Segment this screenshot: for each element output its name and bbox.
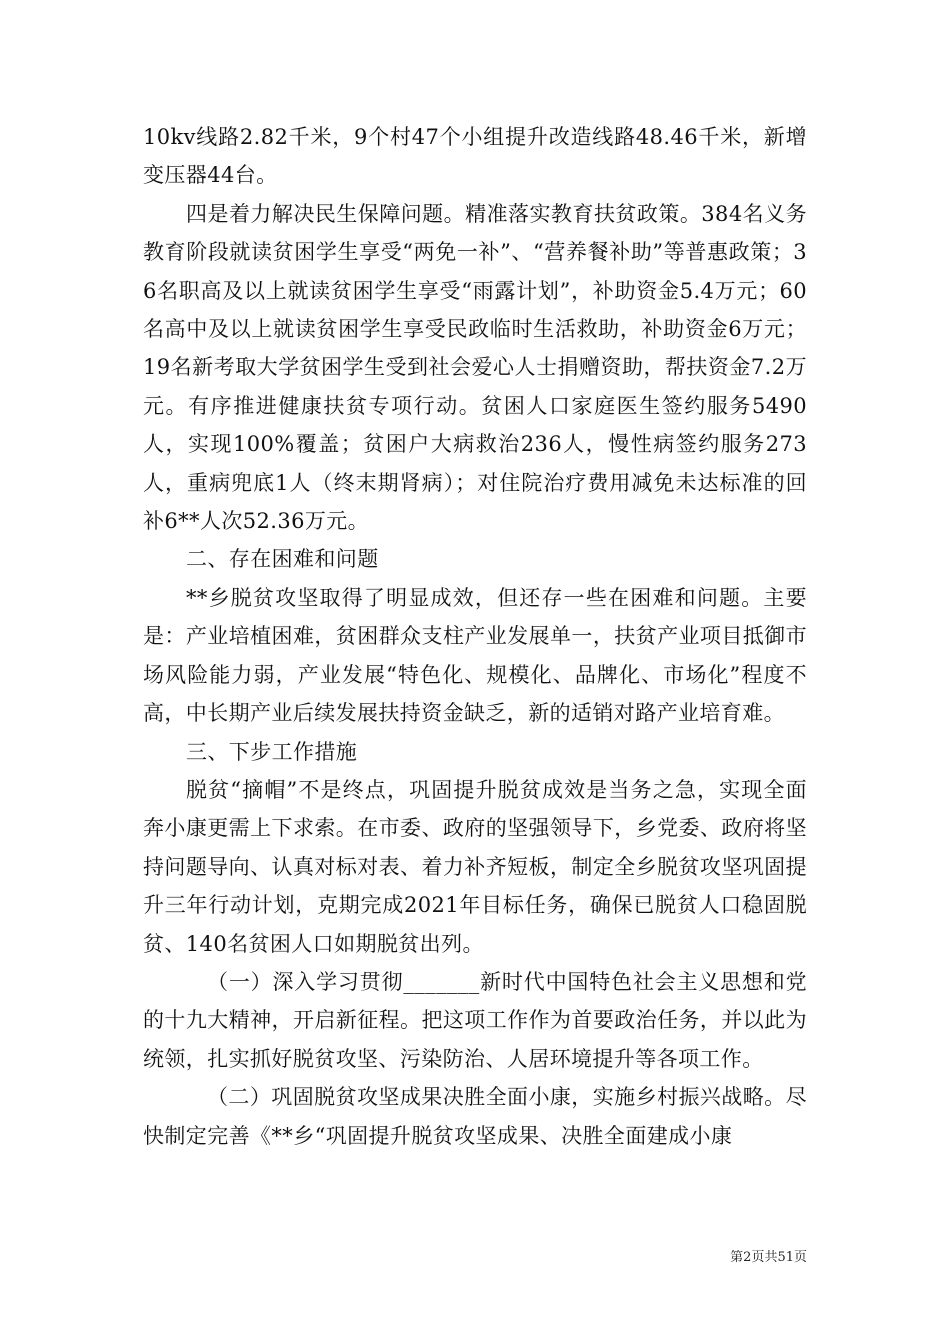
paragraph-next-steps: 脱贫“摘帽”不是终点，巩固提升脱贫成效是当务之急，实现全面奔小康更需上下求索。在市委、政府的坚强领导下，乡党委、政府将坚持问题导向、认真对标对表、着力补齐短板，制定全乡脱贫攻坚巩固提升三年行动计划，克期完成2021年目标任务，确保已脱贫人口稳固脱贫、140名贫困人口如期脱贫出列。 xyxy=(143,777,807,956)
document-body xyxy=(143,118,807,1155)
paragraph-difficulties: **乡脱贫攻坚取得了明显成效，但还存一些在困难和问题。主要是：产业培植困难，贫困群众支柱产业发展单一，扶贫产业项目抵御市场风险能力弱，产业发展“特色化、规模化、品牌化、市场化”程度不高，中长期产业后续发展扶持资金缺乏，新的适销对路产业培育难。 xyxy=(143,585,807,726)
paragraph-livelihood-security: 四是着力解决民生保障问题。精准落实教育扶贫政策。384名义务教育阶段就读贫困学生享受“两免一补”、“营养餐补助”等普惠政策；36名职高及以上就读贫困学生享受“雨露计划”，补助资金5.4万元；60名高中及以上就读贫困学生享受民政临时生活救助，补助资金6万元；19名新考取大学贫困学生受到社会爱心人士捐赠资助，帮扶资金7.2万元。有序推进健康扶贫专项行动。贫困人口家庭医生签约服务5490人，实现100%覆盖；贫困户大病救治236人，慢性病签约服务273人，重病兜底1人（终末期肾病）；对住院治疗费用减免未达标准的回补6**人次52.36万元。 xyxy=(143,201,807,534)
section-heading-next-steps: 三、下步工作措施 xyxy=(186,739,358,764)
section-heading-difficulties: 二、存在困难和问题 xyxy=(186,547,379,572)
page-number-footer: 第2页共51页 xyxy=(730,1250,807,1265)
paragraph-item-two: （二）巩固脱贫攻坚成果决胜全面小康，实施乡村振兴战略。尽快制定完善《**乡“巩固提升脱贫攻坚成果、决胜全面建成小康 xyxy=(143,1085,807,1148)
paragraph-continuation: 10kv线路2.82千米，9个村47个小组提升改造线路48.46千米，新增变压器44台。 xyxy=(143,125,807,188)
paragraph-item-one: （一）深入学习贯彻_______新时代中国特色社会主义思想和党的十九大精神，开启新征程。把这项工作作为首要政治任务，并以此为统领，扎实抓好脱贫攻坚、污染防治、人居环境提升等各项工作。 xyxy=(143,969,807,1071)
